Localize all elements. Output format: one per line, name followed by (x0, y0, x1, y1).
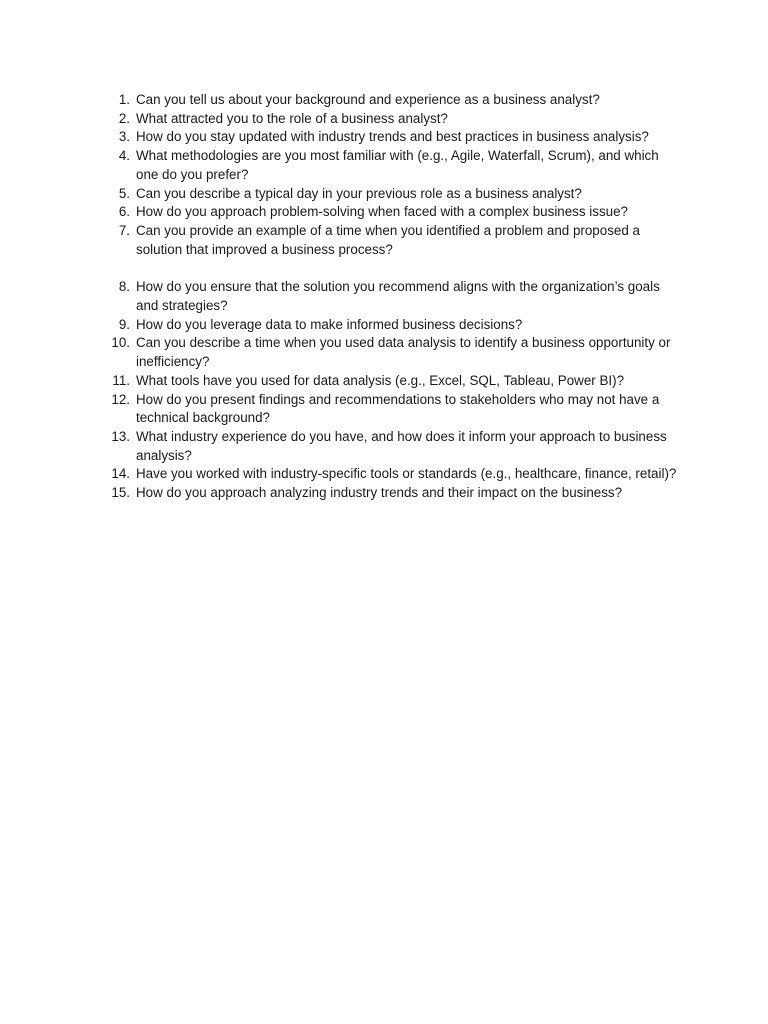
question-text: What tools have you used for data analysis (e.g., Excel, SQL, Tableau, Power BI)? (136, 372, 625, 388)
question-number: 3. (118, 129, 130, 145)
question-number: 10. (111, 335, 130, 351)
question-text: How do you stay updated with industry trends and best practices in business analysis? (136, 129, 649, 145)
question-text: How do you leverage data to make informed business decisions? (136, 316, 523, 332)
question-list (0, 91, 688, 503)
question-item (0, 91, 688, 110)
question-number: 12. (111, 391, 130, 407)
question-text: What industry experience do you have, and how does it inform your approach to business analysis? (136, 428, 667, 463)
question-item (0, 147, 688, 184)
question-text: Can you describe a typical day in your previous role as a business analyst? (136, 185, 582, 201)
question-item (0, 372, 688, 391)
question-number: 9. (118, 316, 130, 332)
question-number: 8. (118, 279, 130, 295)
question-item (0, 391, 688, 428)
question-text: Can you describe a time when you used data analysis to identify a business opportunity or inefficiency? (136, 335, 671, 370)
question-item (0, 185, 688, 204)
question-item (0, 484, 688, 503)
question-item (0, 203, 688, 222)
question-item (0, 316, 688, 335)
question-number: 15. (111, 485, 130, 501)
question-item (0, 128, 688, 147)
question-text: What methodologies are you most familiar with (e.g., Agile, Waterfall, Scrum), and which one do you prefer? (136, 148, 659, 182)
question-text: How do you approach problem-solving when faced with a complex business issue? (136, 204, 629, 220)
question-text: How do you ensure that the solution you recommend aligns with the organization’s goals and strategies? (136, 279, 660, 314)
question-item (0, 222, 688, 259)
question-text: How do you present findings and recommendations to stakeholders who may not have a technical background? (136, 391, 660, 426)
question-text: How do you approach analyzing industry trends and their impact on the business? (136, 485, 623, 501)
question-item (0, 428, 688, 465)
question-number: 4. (118, 148, 130, 164)
question-number: 13. (111, 428, 130, 444)
question-item (0, 465, 688, 484)
question-number: 5. (118, 185, 130, 201)
question-item (0, 110, 688, 129)
question-item (0, 278, 688, 315)
question-number: 6. (118, 204, 130, 220)
question-number: 2. (118, 110, 130, 126)
question-number: 14. (111, 466, 130, 482)
question-text: What attracted you to the role of a business analyst? (136, 110, 448, 126)
question-number: 1. (118, 92, 130, 107)
question-number: 11. (112, 372, 130, 388)
question-text: Have you worked with industry-specific tools or standards (e.g., healthcare, finance, retail)? (136, 466, 677, 482)
question-number: 7. (118, 222, 130, 238)
question-text: Can you tell us about your background and experience as a business analyst? (136, 92, 600, 107)
question-item (0, 334, 688, 371)
question-text: Can you provide an example of a time when you identified a problem and proposed a solution that improved a business process? (136, 222, 640, 257)
